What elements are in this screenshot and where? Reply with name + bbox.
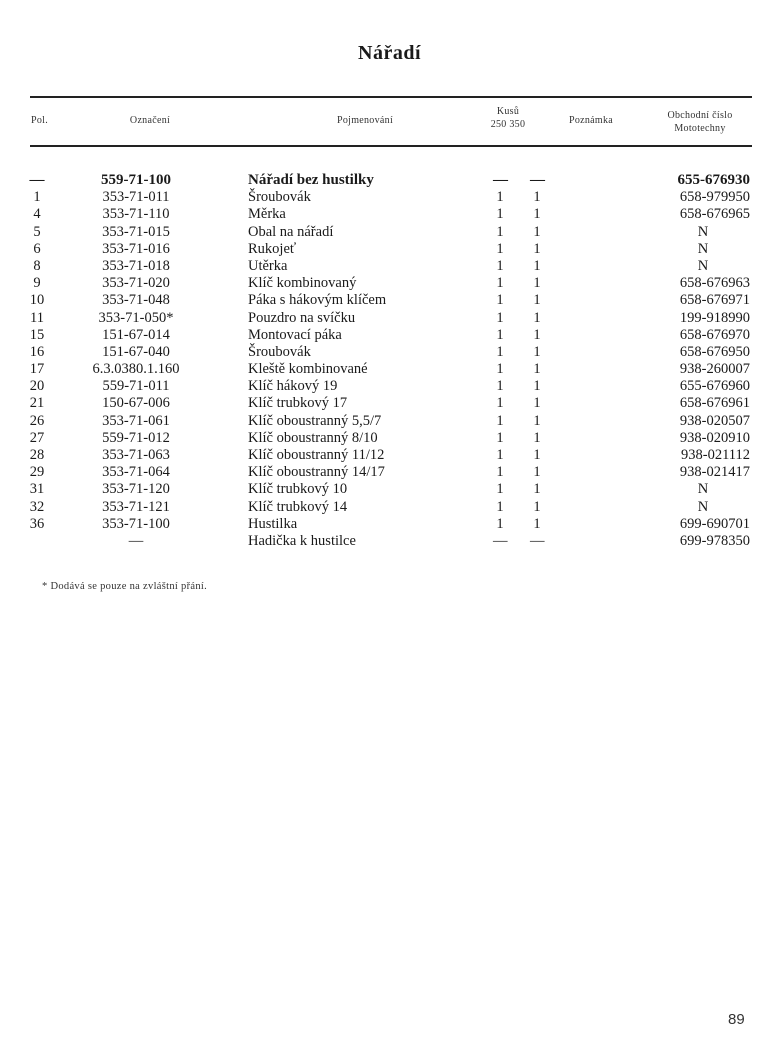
row-kusu-350: 1 — [533, 412, 541, 429]
row-kusu-350: 1 — [533, 189, 541, 206]
row-oznaceni: 353-71-015 — [102, 223, 170, 240]
row-kusu-350: 1 — [533, 481, 541, 498]
row-kusu-250: — — [493, 172, 508, 188]
row-kusu-250: 1 — [496, 515, 504, 532]
row-kusu-350: — — [530, 172, 545, 188]
table-row — [0, 378, 779, 395]
row-oznaceni: 151-67-014 — [102, 326, 170, 343]
row-pol: 17 — [29, 361, 45, 378]
row-kusu-250: 1 — [496, 395, 504, 412]
row-pojmenovani: Klíč oboustranný 5,5/7 — [248, 412, 382, 429]
row-kusu-350: 1 — [533, 292, 541, 309]
row-obchodni-cislo: 658-676950 — [679, 343, 750, 360]
header-bottom-rule — [30, 145, 752, 147]
table-row — [0, 344, 779, 361]
table-row — [0, 258, 779, 275]
header-top-rule — [30, 96, 752, 98]
kusu-sub-label: 250 350 — [490, 119, 526, 130]
row-kusu-350: 1 — [533, 464, 541, 481]
row-pol: 6 — [33, 240, 41, 257]
row-obchodni-cislo: 658-676963 — [679, 275, 750, 292]
row-oznaceni: — — [128, 532, 144, 549]
table-row — [0, 172, 779, 189]
row-kusu-350: 1 — [533, 515, 541, 532]
row-kusu-350: 1 — [533, 275, 541, 292]
row-obchodni-cislo: N — [697, 498, 709, 515]
row-kusu-350: — — [530, 532, 545, 549]
row-pol: 10 — [29, 292, 45, 309]
cislo-line1: Obchodní číslo — [667, 110, 733, 121]
row-pojmenovani: Klíč kombinovaný — [248, 275, 357, 292]
table-row — [0, 310, 779, 327]
row-pol: 9 — [33, 275, 41, 292]
row-kusu-250: 1 — [496, 292, 504, 309]
row-pol: 21 — [29, 395, 45, 412]
row-pol: 32 — [29, 498, 45, 515]
row-pojmenovani: Pouzdro na svíčku — [248, 309, 356, 326]
row-kusu-350: 1 — [533, 343, 541, 360]
row-oznaceni: 150-67-006 — [102, 395, 170, 412]
row-kusu-350: 1 — [533, 223, 541, 240]
column-header-pojmenovani: Pojmenování — [336, 115, 394, 126]
row-oznaceni: 353-71-120 — [102, 481, 170, 498]
row-oznaceni: 6.3.0380.1.160 — [92, 361, 180, 378]
row-pol: 28 — [29, 447, 45, 463]
table-row — [0, 413, 779, 430]
column-header-cislo — [640, 109, 760, 135]
row-kusu-250: 1 — [496, 498, 504, 515]
row-pojmenovani: Klíč oboustranný 11/12 — [248, 447, 385, 463]
row-obchodni-cislo: N — [697, 240, 709, 257]
table-row — [0, 361, 779, 378]
row-obchodni-cislo: 658-979950 — [679, 189, 750, 206]
row-kusu-350: 1 — [533, 309, 541, 326]
row-kusu-250: 1 — [496, 189, 504, 206]
table-row — [0, 516, 779, 533]
row-pol: 27 — [29, 429, 45, 446]
row-obchodni-cislo: 938-021112 — [680, 447, 750, 463]
row-pol: 36 — [29, 515, 45, 532]
row-pojmenovani: Hustilka — [248, 515, 298, 532]
table-row — [0, 275, 779, 292]
row-obchodni-cislo: N — [697, 481, 709, 498]
row-pol: 5 — [33, 223, 41, 240]
row-obchodni-cislo: 655-676930 — [677, 172, 750, 188]
row-kusu-250: 1 — [496, 309, 504, 326]
row-oznaceni: 353-71-011 — [102, 189, 170, 206]
column-header-kusu — [468, 105, 548, 131]
row-obchodni-cislo: 938-021417 — [679, 464, 750, 481]
row-kusu-350: 1 — [533, 429, 541, 446]
table-row — [0, 430, 779, 447]
row-obchodni-cislo: 199-918990 — [679, 309, 750, 326]
row-oznaceni: 353-71-048 — [102, 292, 170, 309]
row-oznaceni: 353-71-050* — [98, 309, 174, 326]
row-kusu-250: 1 — [496, 257, 504, 274]
row-kusu-350: 1 — [533, 257, 541, 274]
row-kusu-250: 1 — [496, 275, 504, 292]
parts-table — [0, 172, 779, 550]
row-obchodni-cislo: 699-978350 — [679, 532, 750, 549]
row-pojmenovani: Šroubovák — [248, 343, 311, 360]
row-pojmenovani: Měrka — [248, 206, 286, 223]
row-pojmenovani: Klíč trubkový 17 — [248, 395, 348, 412]
row-pojmenovani: Nářadí bez hustilky — [248, 172, 374, 188]
row-kusu-350: 1 — [533, 206, 541, 223]
row-oznaceni: 559-71-011 — [102, 378, 170, 395]
row-pol: 20 — [29, 378, 45, 395]
row-kusu-350: 1 — [533, 447, 541, 463]
table-row — [0, 481, 779, 498]
page-title: Nářadí — [358, 42, 421, 64]
table-row — [0, 189, 779, 206]
row-kusu-250: 1 — [496, 429, 504, 446]
table-row — [0, 533, 779, 550]
row-pojmenovani: Klíč oboustranný 8/10 — [248, 429, 378, 446]
row-pojmenovani: Klíč trubkový 10 — [248, 481, 348, 498]
row-pol: 1 — [33, 189, 41, 206]
row-kusu-250: 1 — [496, 378, 504, 395]
row-pol: 15 — [29, 326, 45, 343]
row-pojmenovani: Montovací páka — [248, 326, 342, 343]
column-header-poznamka: Poznámka — [568, 115, 614, 126]
cislo-line2: Mototechny — [674, 123, 726, 134]
row-obchodni-cislo: 938-020910 — [679, 429, 750, 446]
row-kusu-250: 1 — [496, 412, 504, 429]
row-oznaceni: 353-71-063 — [102, 447, 170, 463]
row-pojmenovani: Klíč trubkový 14 — [248, 498, 348, 515]
row-pol: 11 — [30, 309, 44, 326]
row-oznaceni: 353-71-020 — [102, 275, 170, 292]
footnote: * Dodává se pouze na zvláštní přání. — [42, 581, 208, 592]
row-kusu-250: 1 — [496, 206, 504, 223]
row-oznaceni: 151-67-040 — [102, 343, 170, 360]
kusu-label: Kusů — [496, 106, 520, 117]
row-pojmenovani: Klíč oboustranný 14/17 — [248, 464, 385, 481]
column-header-pol: Pol. — [31, 115, 49, 126]
row-pol: 29 — [29, 464, 45, 481]
row-obchodni-cislo: 658-676965 — [679, 206, 750, 223]
table-row — [0, 292, 779, 309]
row-kusu-350: 1 — [533, 240, 541, 257]
row-pojmenovani: Klíč hákový 19 — [248, 378, 338, 395]
row-kusu-250: 1 — [496, 361, 504, 378]
row-kusu-250: 1 — [496, 326, 504, 343]
row-oznaceni: 353-71-018 — [102, 257, 170, 274]
row-kusu-250: 1 — [496, 223, 504, 240]
row-kusu-250: — — [493, 532, 508, 549]
row-pol: 31 — [29, 481, 45, 498]
row-kusu-250: 1 — [496, 240, 504, 257]
row-pojmenovani: Hadička k hustilce — [248, 532, 356, 549]
row-obchodni-cislo: 699-690701 — [679, 515, 750, 532]
row-kusu-350: 1 — [533, 498, 541, 515]
row-kusu-350: 1 — [533, 361, 541, 378]
row-pojmenovani: Utěrka — [248, 257, 288, 274]
row-obchodni-cislo: 655-676960 — [679, 378, 750, 395]
row-pol: — — [29, 172, 45, 188]
row-oznaceni: 559-71-012 — [102, 429, 170, 446]
row-obchodni-cislo: 938-260007 — [679, 361, 750, 378]
row-pojmenovani: Šroubovák — [248, 189, 311, 206]
row-kusu-350: 1 — [533, 326, 541, 343]
row-pojmenovani: Obal na nářadí — [248, 223, 334, 240]
row-pol: 16 — [29, 343, 45, 360]
row-obchodni-cislo: 658-676961 — [679, 395, 750, 412]
row-kusu-250: 1 — [496, 464, 504, 481]
page-number: 89 — [728, 1011, 745, 1028]
row-oznaceni: 559-71-100 — [101, 172, 171, 188]
row-obchodni-cislo: 658-676971 — [679, 292, 750, 309]
row-kusu-350: 1 — [533, 395, 541, 412]
row-pojmenovani: Páka s hákovým klíčem — [248, 292, 387, 309]
row-obchodni-cislo: N — [697, 257, 709, 274]
row-pojmenovani: Rukojeť — [248, 240, 297, 257]
row-oznaceni: 353-71-100 — [102, 515, 170, 532]
row-oznaceni: 353-71-061 — [102, 412, 170, 429]
row-kusu-250: 1 — [496, 447, 504, 463]
row-oznaceni: 353-71-064 — [102, 464, 170, 481]
row-pol: 8 — [33, 257, 41, 274]
row-pojmenovani: Kleště kombinované — [248, 361, 368, 378]
table-row — [0, 224, 779, 241]
table-row — [0, 327, 779, 344]
column-header-oznaceni: Označení — [129, 115, 171, 126]
table-row — [0, 206, 779, 223]
table-row — [0, 447, 779, 464]
row-pol: 26 — [29, 412, 45, 429]
row-oznaceni: 353-71-110 — [102, 206, 170, 223]
row-kusu-350: 1 — [533, 378, 541, 395]
row-oznaceni: 353-71-121 — [102, 498, 170, 515]
row-obchodni-cislo: 938-020507 — [679, 412, 750, 429]
table-row — [0, 241, 779, 258]
row-kusu-250: 1 — [496, 343, 504, 360]
row-obchodni-cislo: 658-676970 — [679, 326, 750, 343]
row-kusu-250: 1 — [496, 481, 504, 498]
row-pol: 4 — [33, 206, 41, 223]
row-obchodni-cislo: N — [697, 223, 709, 240]
table-row — [0, 395, 779, 412]
table-row — [0, 499, 779, 516]
row-oznaceni: 353-71-016 — [102, 240, 170, 257]
table-row — [0, 464, 779, 481]
